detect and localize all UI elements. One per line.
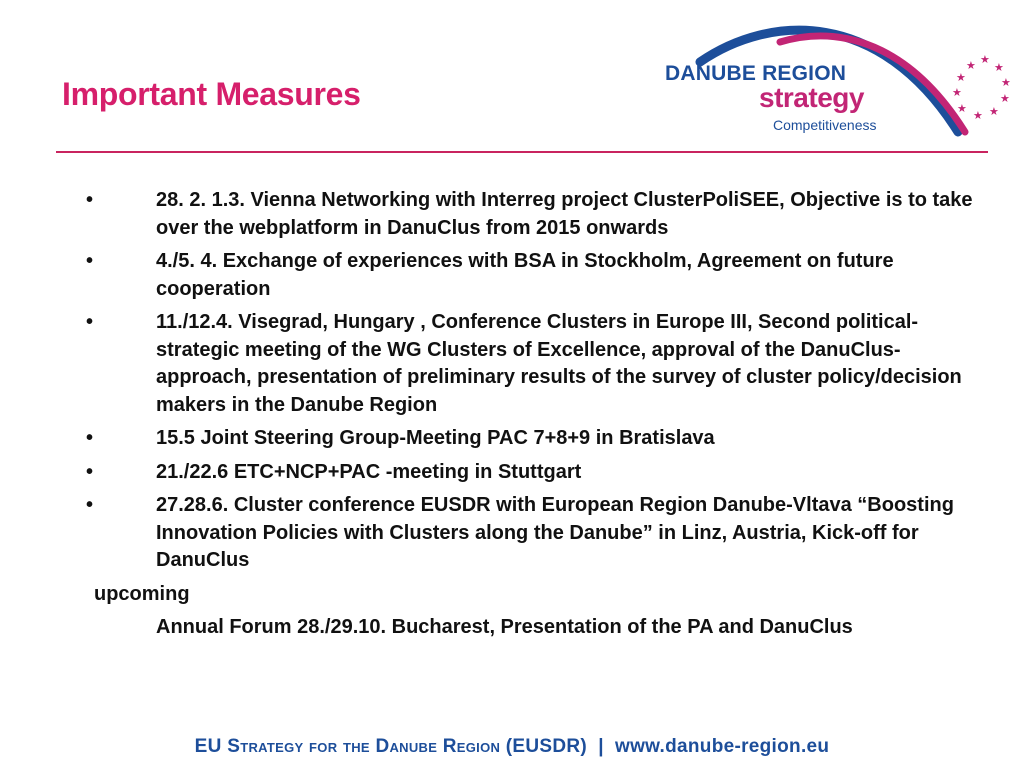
list-item	[86, 187, 986, 242]
upcoming-label: upcoming	[94, 582, 190, 605]
upcoming-item: Annual Forum 28./29.10. Bucharest, Presentation of the PA and DanuClus	[156, 616, 853, 638]
list-item-text: 15.5 Joint Steering Group-Meeting PAC 7+8+9 in Bratislava	[156, 427, 715, 449]
svg-text:★: ★	[980, 53, 990, 66]
list-item	[86, 459, 986, 487]
list-item-text: 28. 2. 1.3. Vienna Networking with Interreg project ClusterPoliSEE, Objective is to take over the webplatform in DanuClus from 2015 onwards	[156, 189, 973, 239]
page-title: Important Measures	[62, 76, 361, 112]
list-item	[86, 492, 986, 575]
list-item-text: 4./5. 4. Exchange of experiences with BSA in Stockholm, Agreement on future cooperation	[156, 250, 894, 300]
bullet: •	[86, 427, 94, 449]
bullet: •	[86, 460, 94, 483]
svg-text:★: ★	[956, 71, 966, 84]
footer-strategy: EU Strategy for the Danube Region (EUSDR)	[194, 736, 588, 757]
list-item	[86, 248, 986, 303]
footer-url[interactable]: www.danube-region.eu	[615, 736, 830, 757]
logo-tagline: Competitiveness	[773, 117, 877, 133]
measures-list	[86, 187, 986, 642]
list-item	[86, 309, 986, 419]
svg-text:★: ★	[994, 61, 1004, 74]
logo-subtitle: strategy	[759, 82, 864, 113]
list-item-text: 21./22.6 ETC+NCP+PAC -meeting in Stuttgart	[156, 460, 582, 483]
title-divider	[56, 151, 988, 153]
list-item	[86, 425, 986, 453]
bullet: •	[86, 189, 94, 211]
bullet: •	[86, 311, 94, 333]
logo-title: DANUBE REGION	[665, 62, 847, 85]
svg-text:★: ★	[966, 59, 976, 72]
bullet: •	[86, 494, 94, 516]
footer	[0, 736, 1024, 758]
list-item-text: 27.28.6. Cluster conference EUSDR with European Region Danube-Vltava “Boosting Innovation Policies with Clusters along the Danube” in Linz, Austria, Kick-off for DanuClus	[156, 494, 954, 571]
svg-text:★: ★	[1001, 76, 1011, 89]
list-item-text: 11./12.4. Visegrad, Hungary , Conference Clusters in Europe III, Second political-strategic meeting of the WG Clusters of Excellence, approval of the DanuClus-approach, presentation of preliminary results of the survey of cluster policy/decision makers in the Danube Region	[156, 311, 962, 416]
svg-text:★: ★	[989, 105, 999, 118]
bullet: •	[86, 250, 94, 272]
svg-text:★: ★	[973, 109, 983, 122]
svg-text:★: ★	[952, 86, 962, 99]
footer-separator: |	[598, 736, 604, 757]
svg-text:★: ★	[957, 102, 967, 115]
svg-text:★: ★	[1000, 92, 1010, 105]
